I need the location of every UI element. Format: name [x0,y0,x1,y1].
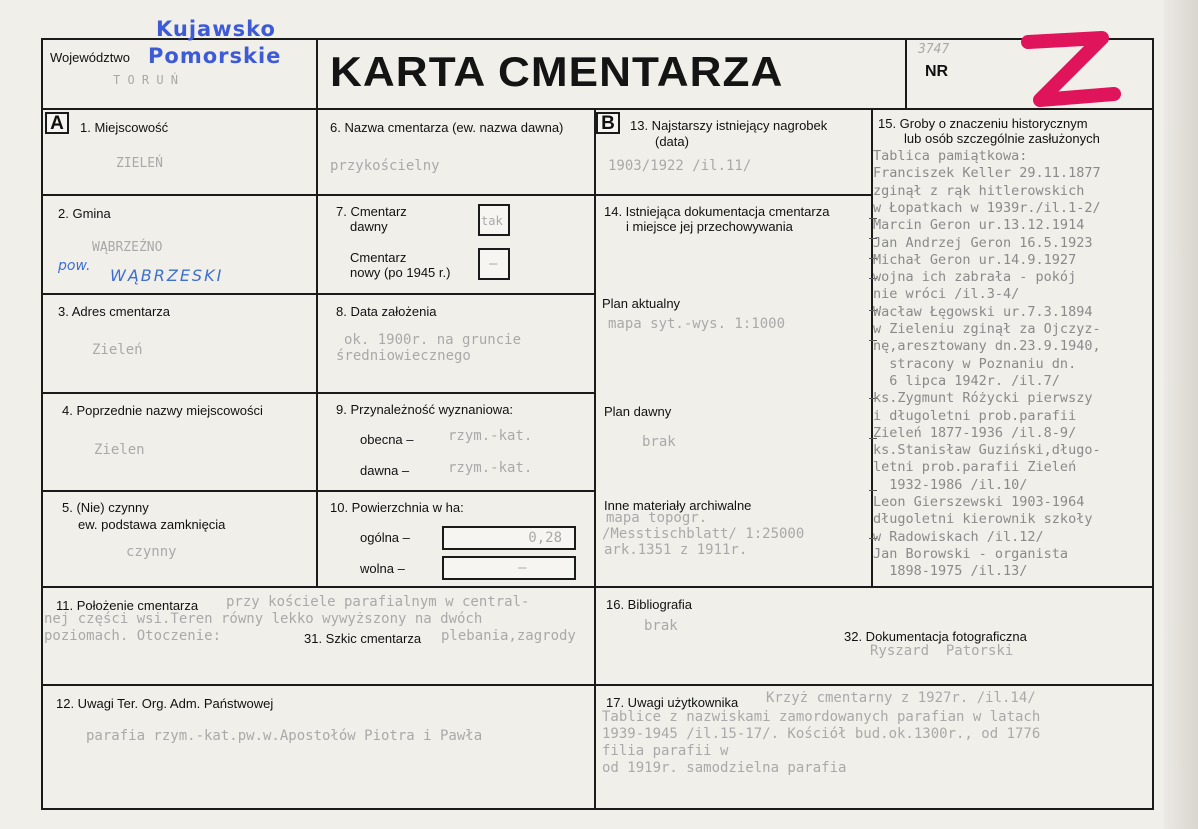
field-10-total-label: ogólna – [360,530,410,545]
field-5-label-line2: ew. podstawa zamknięcia [78,517,226,532]
field-1-label: 1. Miejscowość [80,120,169,135]
graves-list [873,148,1163,588]
grave-entry-line: 1898-1975 /il.13/ [873,563,1028,580]
field-17-line1: Krzyż cmentarny z 1927r. /il.14/ [766,690,1036,706]
grave-entry-line: Franciszek Keller 29.11.1877 [873,165,1101,182]
row-divider-4 [41,490,596,492]
grave-entry-line: w Łopatkach w 1939r./il.1-2/ [873,199,1101,216]
other-materials-line2: /Messtischblatt/ 1:25000 [602,526,805,542]
field-2-value: WĄBRZEŹNO [92,240,163,255]
field-8-value-line2: średniowiecznego [336,348,471,364]
field-2-label: 2. Gmina [58,206,111,221]
field-12-label: 12. Uwagi Ter. Org. Adm. Państwowej [56,696,274,711]
grave-entry-line: wojna ich zabrała - pokój [873,269,1077,286]
grave-entry-line: Marcin Geron ur.13.12.1914 [873,217,1085,234]
grave-entry-line: nie wróci /il.3-4/ [873,286,1020,303]
field-7-new-checkbox [478,248,510,280]
grave-entry-line: w Radowiskach /il.12/ [873,528,1044,545]
row-divider-2 [41,293,596,295]
grave-entry-line: Leon Gierszewski 1903-1964 [873,494,1085,510]
section-b-badge: B [596,112,620,134]
field-7-new-line2: nowy (po 1945 r.) [350,265,451,280]
field-7-new-line1: Cmentarz [350,250,407,265]
section-a-badge: A [45,112,69,134]
field-32-value: Ryszard Patorski [870,643,1014,659]
field-15-label-line2: lub osób szczególnie zasłużonych [904,131,1100,146]
red-z-mark [1010,26,1150,112]
field-2-hand-prefix: pow. [58,258,91,274]
nr-value: 3747 [918,42,950,57]
field-6-value: przykościelny [330,158,440,174]
field-17-line4: filia parafii w [602,743,729,759]
field-11-text-line2: nej części wsi.Teren równy lekko wywyższony na dwóch [44,611,483,627]
grave-entry-line: Jan Andrzej Geron 16.5.1923 [873,234,1093,251]
grave-entry-line: nę,aresztowany dn.23.9.1940, [873,338,1101,355]
grave-entry-line: ks.Stanisław Guziński,długo- [873,442,1101,459]
field-10-total-box [442,526,576,550]
plan-old-value: brak [642,434,676,450]
field-5-value: czynny [126,544,177,560]
field-7-old-line2: dawny [350,219,388,234]
field-8-value-line1: ok. 1900r. na gruncie [344,332,522,348]
grave-entry-line: zginął z rąk hitlerowskich [873,182,1085,199]
col-divider-1 [316,38,318,586]
col-divider-2 [594,108,596,810]
grave-entry-line: Michał Geron ur.14.9.1927 [873,251,1077,268]
field-11-label: 11. Położenie cmentarza [56,598,199,613]
grave-entry-line: w Zieleniu zginął za Ojczyz- [873,321,1101,337]
field-7-old-value: tak [481,214,503,228]
field-17-line3: 1939-1945 /il.15-17/. Kościół bud.ok.1300r., od 1776 [602,726,1041,742]
plan-old-label: Plan dawny [604,404,672,419]
field-10-label: 10. Powierzchnia w ha: [330,500,464,515]
grave-entry-line: letni prob.parafii Zieleń [873,459,1077,476]
field-13-label-line1: 13. Najstarszy istniejący nagrobek [630,118,828,133]
grave-entry-line: Jan Borowski - organista [873,545,1069,562]
field-12-value: parafia rzym.-kat.pw.w.Apostołów Piotra i Pawła [86,728,483,744]
field-6-label: 6. Nazwa cmentarza (ew. nazwa dawna) [330,120,564,135]
field-9-current-value: rzym.-kat. [448,428,533,444]
grave-entry-line: 1932-1986 /il.10/ [873,476,1028,493]
row-divider-3 [41,392,596,394]
stamp-line-1: Kujawsko [156,17,276,41]
field-4-value: Zielen [94,442,145,458]
field-7-old-checkbox [478,204,510,236]
grave-entry-line: i długoletni prob.parafii [873,407,1077,424]
grave-entry-line: ks.Zygmunt Różycki pierwszy [873,390,1093,407]
row-divider-1 [41,194,596,196]
field-9-former-label: dawna – [360,463,410,478]
field-17-label: 17. Uwagi użytkownika [606,695,739,710]
red-z-stroke [1028,38,1114,100]
other-materials-line1: mapa topogr. [606,510,708,526]
field-17-line5: od 1919r. samodzielna parafia [602,760,847,776]
grave-entry-line: 6 lipca 1942r. /il.7/ [873,372,1060,389]
field-11-text-line3b: plebania,zagrody [441,628,576,644]
field-10-free-value: – [518,560,527,576]
field-3-label: 3. Adres cmentarza [58,304,170,319]
field-9-label: 9. Przynależność wyznaniowa: [336,402,514,417]
field-7-old-line1: 7. Cmentarz [336,204,407,219]
field-16-value: brak [644,618,678,634]
field-4-label: 4. Poprzednie nazwy miejscowości [62,403,263,418]
field-5-label-line1: 5. (Nie) czynny [62,500,149,515]
field-2-hand-value: WĄBRZESKI [110,266,224,285]
field-10-total-value: 0,28 [528,530,562,546]
city-value: T O R U Ń [113,73,179,87]
other-materials-label: Inne materiały archiwalne [604,498,752,513]
field-13-label-line2: (data) [655,134,689,149]
field-8-label: 8. Data założenia [336,304,437,319]
field-3-value: Zieleń [92,342,143,358]
field-17-line2: Tablice z nazwiskami zamordowanych parafian w latach [602,709,1041,725]
field-10-free-label: wolna – [360,561,405,576]
field-11-text-line1: przy kościele parafialnym w central- [226,594,530,610]
plan-current-label: Plan aktualny [602,296,681,311]
stamp-line-2: Pomorskie [148,44,282,68]
row-divider-b1 [594,194,873,196]
grave-entry-line: Tablica pamiątkowa: [873,148,1028,164]
grave-entry-line: Wacław Łęgowski ur.7.3.1894 [873,303,1093,320]
plan-current-value: mapa syt.-wys. 1:1000 [608,316,786,332]
field-11-text-line3: poziomach. Otoczenie: [44,628,222,644]
paper-edge [1164,0,1198,829]
page-title: KARTA CMENTARZA [330,48,784,95]
field-31-label: 31. Szkic cmentarza [304,631,422,646]
field-1-value: ZIELEŃ [116,156,163,171]
voivodeship-label: Województwo [50,50,130,65]
field-7-new-value: – [489,256,498,272]
nr-label: NR [925,63,949,80]
grave-entry-line: długoletni kierownik szkoły [873,511,1093,528]
field-14-label-line2: i miejsce jej przechowywania [626,219,793,234]
nr-divider [905,38,907,108]
other-materials-line3: ark.1351 z 1911r. [604,542,748,558]
header-divider [41,108,1154,110]
field-13-value: 1903/1922 /il.11/ [608,158,752,174]
field-14-label-line1: 14. Istniejąca dokumentacja cmentarza [604,204,830,219]
field-32-label: 32. Dokumentacja fotograficzna [844,629,1027,644]
field-9-former-value: rzym.-kat. [448,460,533,476]
grave-entry-line: stracony w Poznaniu dn. [873,355,1077,372]
row-divider-6 [41,684,1154,686]
field-16-label: 16. Bibliografia [606,597,692,612]
field-9-current-label: obecna – [360,432,414,447]
field-15-label-line1: 15. Groby o znaczeniu historycznym [878,116,1088,131]
grave-entry-line: Zieleń 1877-1936 /il.8-9/ [873,424,1077,441]
field-10-free-box [442,556,576,580]
